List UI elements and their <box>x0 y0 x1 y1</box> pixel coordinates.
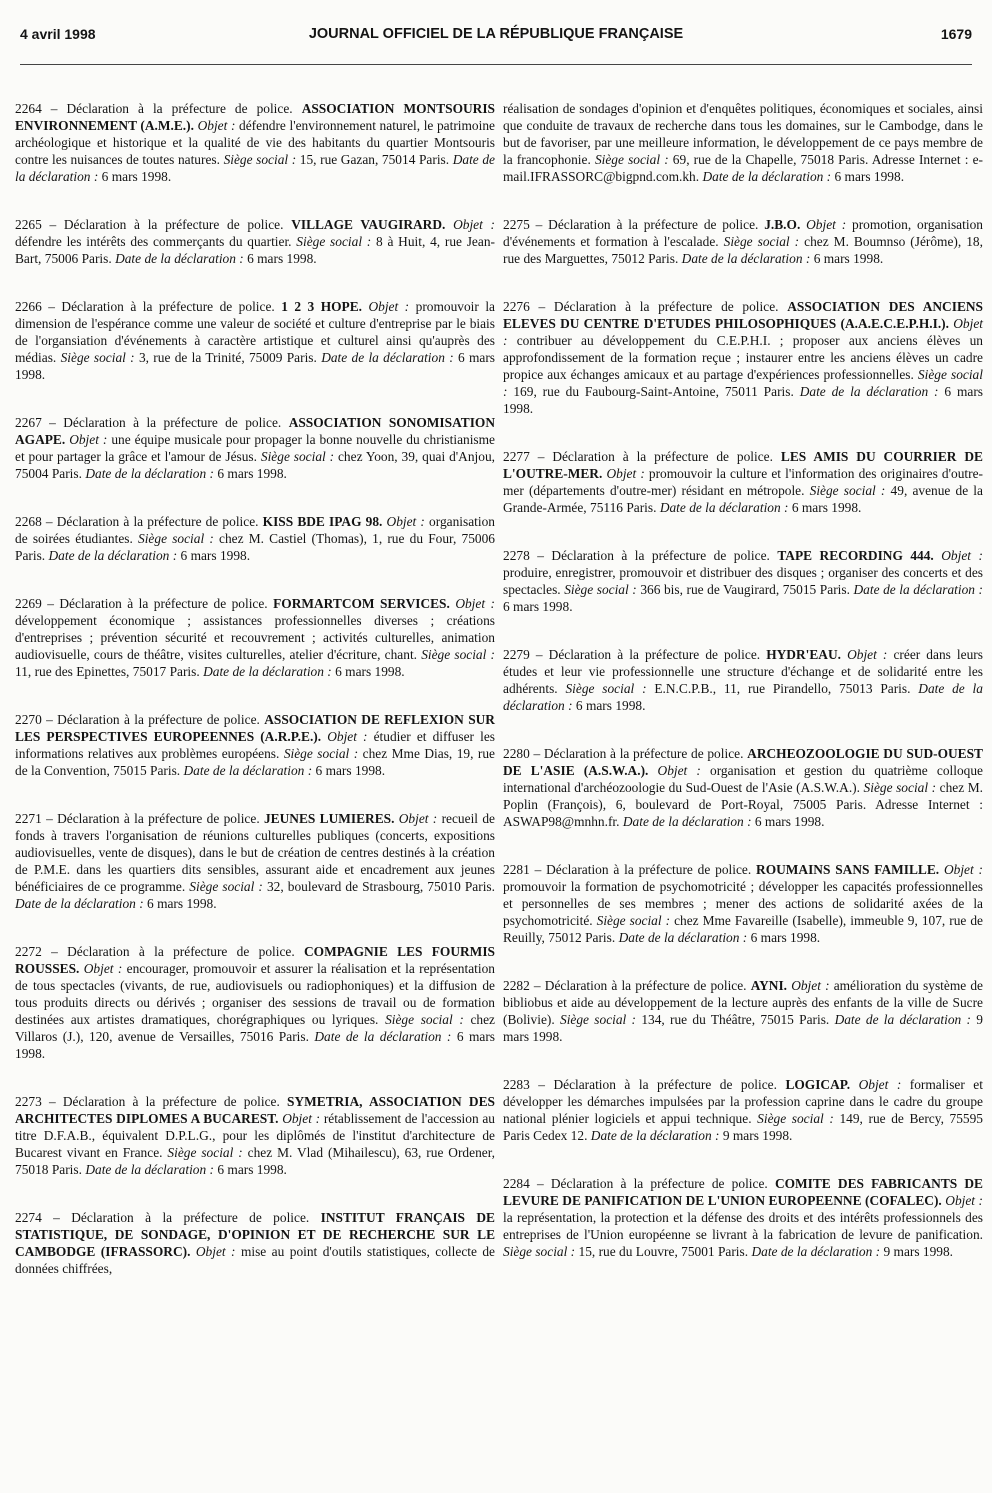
objet-label: Objet : <box>847 647 888 662</box>
declaration-entry <box>503 745 983 830</box>
entry-siege: 32, boulevard de Strasbourg, 75010 Paris. <box>266 879 495 894</box>
date-label: Date de la déclaration : <box>618 930 748 945</box>
siege-label: Siège social : <box>594 152 669 167</box>
declaration-entry <box>15 414 495 482</box>
siege-label: Siège social : <box>138 531 214 546</box>
date-label: Date de la déclaration : <box>85 466 214 481</box>
entry-name: TAPE RECORDING 444. <box>777 548 934 563</box>
entry-name: COMITE DES FABRICANTS DE LEVURE DE PANIFICATION DE L'UNION EUROPEENNE (COFALEC). <box>503 1176 983 1208</box>
siege-label: Siège social : <box>503 367 983 399</box>
entry-date: 6 mars 1998. <box>335 664 405 679</box>
entry-objet: mise au point d'outils statistiques, collecte de données chiffrées, <box>15 1244 495 1276</box>
declaration-entry <box>503 646 983 714</box>
objet-label: Objet : <box>386 514 425 529</box>
entry-objet: créer dans leurs études et leur vie professionnelle une structure d'échange et de solidarité entre les adhérents. <box>503 647 983 696</box>
declaration-entry <box>503 448 983 516</box>
entry-objet: recueil de fonds à travers l'organisation de réunions culturelles publiques (concerts, expositions audiovisuelles, vente de disques), dans le but de création de centres destinés à la création de P.M.E. dans les quartiers dits sensibles, assurant aide et encadrement aux jeunes bénéficiaires de ce programme. <box>15 811 495 894</box>
entry-siege: 149, rue de Bercy, 75595 Paris Cedex 12. <box>503 1111 984 1143</box>
date-label: Date de la déclaration : <box>799 384 939 399</box>
entry-siege: chez Villaros (J.), 120, avenue de Versailles, 75016 Paris. <box>15 1012 495 1044</box>
entry-name: 1 2 3 HOPE. <box>281 299 362 314</box>
entry-name: J.B.O. <box>764 217 801 232</box>
entry-objet: promouvoir la dimension de l'espérance comme une valeur de société et culture d'entreprise par le biais de l'organsiation d'événements à caractère artistique et culturel ainsi qu'auprès des médias. <box>15 299 495 365</box>
date-label: Date de la déclaration : <box>503 681 983 713</box>
entry-name: ASSOCIATION MONTSOURIS ENVIRONNEMENT (A.M.E.). <box>15 101 495 133</box>
declaration-entry <box>503 547 983 615</box>
right-column <box>503 100 983 1291</box>
declaration-entry <box>15 100 495 185</box>
date-label: Date de la déclaration : <box>590 1128 720 1143</box>
date-label: Date de la déclaration : <box>834 1012 971 1027</box>
entry-name: AYNI. <box>750 978 788 993</box>
declaration-entry <box>503 1175 983 1260</box>
objet-label: Objet : <box>398 811 438 826</box>
entry-lead: 2282 – Déclaration à la préfecture de police. <box>503 978 747 993</box>
entry-lead: 2281 – Déclaration à la préfecture de police. <box>503 862 752 877</box>
declaration-entry <box>15 1093 495 1178</box>
declaration-entry <box>503 1076 983 1144</box>
entry-lead: 2271 – Déclaration à la préfecture de police. <box>15 811 260 826</box>
entry-lead: 2273 – Déclaration à la préfecture de police. <box>15 1094 280 1109</box>
objet-label: Objet : <box>282 1111 321 1126</box>
entry-siege: chez Mme Favareille (Isabelle), immeuble 9, 107, rue de Reuilly, 75012 Paris. <box>503 913 983 945</box>
siege-label: Siège social : <box>421 647 495 662</box>
entry-name: ROUMAINS SANS FAMILLE. <box>756 862 940 877</box>
objet-label: Objet : <box>606 466 645 481</box>
siege-label: Siège social : <box>723 234 800 249</box>
entry-objet: promouvoir la formation de psychomotricité ; développer les capacités professionnelles et personnelles de ses membres ; mener des actions de solidarité axées de la psychomotricité. <box>503 879 983 928</box>
date-label: Date de la déclaration : <box>321 350 454 365</box>
entry-objet: organisation et gestion du quatrième colloque international d'archéozoologie du Sud-Ouest de l'Asie (A.S.W.A.). <box>503 763 983 795</box>
siege-label: Siège social : <box>167 1145 243 1160</box>
page-header <box>20 26 972 50</box>
entry-lead: 2266 – Déclaration à la préfecture de police. <box>15 299 275 314</box>
entry-objet: une équipe musicale pour propager la bonne nouvelle du christianisme et pour partager la grâce et l'amour de Jésus. <box>15 432 495 464</box>
entry-date: 6 mars 1998. <box>217 1162 287 1177</box>
entry-date: 6 mars 1998. <box>503 384 983 416</box>
entry-date: 6 mars 1998. <box>247 251 317 266</box>
declaration-entry <box>15 943 495 1062</box>
objet-label: Objet : <box>941 548 983 563</box>
entry-siege: 169, rue du Faubourg-Saint-Antoine, 75011 Paris. <box>513 384 794 399</box>
entry-objet: promotion, organisation d'événements et formation à l'escalade. <box>503 217 983 249</box>
siege-label: Siège social : <box>564 582 637 597</box>
entry-objet: encourager, promouvoir et assurer la réalisation et la représentation de tous spectacles (vivants, de rue, audiovisuels ou radiophoniques) et la diffusion de tous produits directs ou dérivés ; organiser des sessions de travail ou de formation destinées aux artistes dramatiques, chorégraphiques ou lyriques. <box>15 961 495 1027</box>
declaration-entry <box>503 977 983 1045</box>
entry-date: 9 mars 1998. <box>883 1244 954 1259</box>
declaration-entry <box>15 298 495 383</box>
entry-siege: 3, rue de la Trinité, 75009 Paris. <box>138 350 317 365</box>
siege-label: Siège social : <box>189 879 263 894</box>
entry-date: 6 mars 1998. <box>750 930 821 945</box>
entry-siege: chez M. Boumnso (Jérôme), 18, rue des Marguettes, 75012 Paris. <box>503 234 983 266</box>
entry-name: FORMARTCOM SERVICES. <box>273 596 450 611</box>
objet-label: Objet : <box>69 432 108 447</box>
entry-date: 6 mars 1998. <box>101 169 172 184</box>
entry-name: LES AMIS DU COURRIER DE L'OUTRE-MER. <box>503 449 983 481</box>
entry-siege: chez M. Poplin (François), 6, boulevard de Port-Royal, 75005 Paris. Adresse Internet : ASWAP98@mnhn.fr. <box>503 780 983 829</box>
siege-label: Siège social : <box>863 780 937 795</box>
entry-objet: produire, enregistrer, promouvoir et distribuer des disques ; organiser des concerts et des spectacles. <box>503 565 983 597</box>
siege-label: Siège social : <box>283 746 359 761</box>
entry-name: COMPAGNIE LES FOURMIS ROUSSES. <box>15 944 495 976</box>
entry-lead: 2272 – Déclaration à la préfecture de police. <box>15 944 295 959</box>
entry-date: 6 mars 1998. <box>813 251 884 266</box>
date-label: Date de la déclaration : <box>702 169 832 184</box>
date-label: Date de la déclaration : <box>183 763 313 778</box>
declaration-entry <box>503 216 983 267</box>
entry-lead: 2265 – Déclaration à la préfecture de police. <box>15 217 284 232</box>
entry-objet: défendre les intérêts des commerçants du quartier. <box>15 234 292 249</box>
entry-date: 9 mars 1998. <box>503 1012 983 1044</box>
entry-date: 6 mars 1998. <box>180 548 251 563</box>
objet-label: Objet : <box>657 763 701 778</box>
entry-lead: 2277 – Déclaration à la préfecture de police. <box>503 449 773 464</box>
date-label: Date de la déclaration : <box>115 251 244 266</box>
entry-name: KISS BDE IPAG 98. <box>262 514 383 529</box>
entry-siege: 11, rue des Epinettes, 75017 Paris. <box>15 664 200 679</box>
entry-name: ASSOCIATION DES ANCIENS ELEVES DU CENTRE D'ETUDES PHILOSOPHIQUES (A.A.E.C.E.P.H.I.). <box>503 299 983 331</box>
entry-lead: 2274 – Déclaration à la préfecture de police. <box>15 1210 310 1225</box>
entry-siege: 15, rue Gazan, 75014 Paris. <box>299 152 450 167</box>
objet-label: Objet : <box>453 217 495 232</box>
entry-lead: 2283 – Déclaration à la préfecture de police. <box>503 1077 777 1092</box>
siege-label: Siège social : <box>565 681 647 696</box>
siege-label: Siège social : <box>60 350 135 365</box>
entry-siege: 8 à Huit, 4, rue Jean-Bart, 75006 Paris. <box>15 234 495 266</box>
entry-date: 6 mars 1998. <box>315 763 386 778</box>
declaration-entry <box>15 216 495 267</box>
left-column <box>15 100 495 1308</box>
objet-label: Objet : <box>195 1244 236 1259</box>
entry-siege: 366 bis, rue de Vaugirard, 75015 Paris. <box>640 582 850 597</box>
entry-lead: 2268 – Déclaration à la préfecture de police. <box>15 514 259 529</box>
entry-name: ARCHEOZOOLOGIE DU SUD-OUEST DE L'ASIE (A.S.W.A.). <box>503 746 983 778</box>
entry-name: LOGICAP. <box>785 1077 851 1092</box>
entry-name: ASSOCIATION SONOMISATION AGAPE. <box>15 415 495 447</box>
siege-label: Siège social : <box>596 913 671 928</box>
siege-label: Siège social : <box>223 152 297 167</box>
objet-label: Objet : <box>197 118 236 133</box>
entry-objet: amélioration du système de bibliobus et aide au développement de la lecture auprès des enfants de la ville de Sucre (Bolivie). <box>503 978 983 1027</box>
entry-lead: 2275 – Déclaration à la préfecture de police. <box>503 217 759 232</box>
entry-siege: 49, avenue de la Grande-Armée, 75116 Paris. <box>503 483 983 515</box>
entry-name: ASSOCIATION DE REFLEXION SUR LES PERSPECTIVES EUROPEENNES (A.R.P.E.). <box>15 712 495 744</box>
declaration-entry <box>15 513 495 564</box>
declaration-entry <box>15 810 495 912</box>
date-label: Date de la déclaration : <box>314 1029 452 1044</box>
entry-siege: chez Yoon, 39, quai d'Anjou, 75004 Paris. <box>15 449 496 481</box>
date-label: Date de la déclaration : <box>622 814 752 829</box>
entry-siege: chez Mme Dias, 19, rue de la Convention, 75015 Paris. <box>15 746 495 778</box>
entry-lead: 2279 – Déclaration à la préfecture de police. <box>503 647 761 662</box>
date-label: Date de la déclaration : <box>85 1162 214 1177</box>
date-label: Date de la déclaration : <box>203 664 332 679</box>
siege-label: Siège social : <box>503 1244 576 1259</box>
objet-label: Objet : <box>368 299 410 314</box>
entry-lead: 2269 – Déclaration à la préfecture de police. <box>15 596 268 611</box>
objet-label: Objet : <box>791 978 830 993</box>
declaration-entry <box>503 298 983 417</box>
objet-label: Objet : <box>327 729 368 744</box>
entry-date: 6 mars 1998. <box>791 500 862 515</box>
entry-siege: E.N.C.P.B., 11, rue Pirandello, 75013 Paris. <box>654 681 911 696</box>
objet-label: Objet : <box>943 862 983 877</box>
entry-objet: développement économique ; assistances professionnelles diverses ; créations d'entreprises ; prévention sécurité et recouvrement ; activités culturelles, animation audiovisuelle, cours de théâtre, visites culturelles, atelier d'écriture, chant. <box>15 613 495 662</box>
declaration-entry <box>15 595 495 680</box>
entry-lead: 2276 – Déclaration à la préfecture de police. <box>503 299 779 314</box>
entry-siege: chez M. Vlad (Mihailescu), 63, rue Ordener, 75018 Paris. <box>15 1145 495 1177</box>
date-label: Date de la déclaration : <box>751 1244 881 1259</box>
objet-label: Objet : <box>806 217 847 232</box>
siege-label: Siège social : <box>560 1012 637 1027</box>
entry-objet: rétablissement de l'accession au titre D.F.A.B., équivalent D.P.L.G., pour les diplômés de l'institut d'architecture de Bucarest vivant en France. <box>15 1111 495 1160</box>
entry-date: 9 mars 1998. <box>722 1128 793 1143</box>
entry-name: HYDR'EAU. <box>766 647 841 662</box>
entry-siege: 134, rue du Théâtre, 75015 Paris. <box>641 1012 830 1027</box>
entry-siege: 69, rue de la Chapelle, 75018 Paris. Adresse Internet : e-mail.IFRASSORC@bigpnd.com.kh. <box>503 152 983 184</box>
declaration-entry <box>15 711 495 779</box>
objet-label: Objet : <box>503 316 983 348</box>
siege-label: Siège social : <box>757 1111 834 1126</box>
objet-label: Objet : <box>858 1077 902 1092</box>
entry-objet: étudier et diffuser les informations relatives aux problèmes européens. <box>15 729 495 761</box>
date-label: Date de la déclaration : <box>15 152 495 184</box>
entry-objet: la représentation, la protection et la défense des droits et des intérêts professionnels des entreprises de l'Union européenne se livrant à la fabrication de levure de panification. <box>503 1210 983 1242</box>
entry-objet: défendre l'environnement naturel, le patrimoine archéologique et historique et la qualité de vie des habitants du quartier Montsouris contre les nuisances de toutes natures. <box>15 118 495 167</box>
entry-objet: organisation de soirées étudiantes. <box>15 514 495 546</box>
entry-name: INSTITUT FRANÇAIS DE STATISTIQUE, DE SONDAGE, D'OPINION ET DE RECHERCHE SUR LE CAMBODGE (IFRASSORC). <box>15 1210 495 1259</box>
objet-label: Objet : <box>83 961 123 976</box>
entry-date: 6 mars 1998. <box>15 350 496 382</box>
entry-name: VILLAGE VAUGIRARD. <box>291 217 446 232</box>
entry-date: 6 mars 1998. <box>834 169 905 184</box>
entry-date: 6 mars 1998. <box>754 814 825 829</box>
entry-date: 6 mars 1998. <box>15 1029 495 1061</box>
entry-lead: 2270 – Déclaration à la préfecture de police. <box>15 712 260 727</box>
entry-objet: formaliser et développer les démarches impulsées par la profession caprine dans le cadre du groupe national plénier logiciels et appui technique. <box>503 1077 983 1126</box>
entry-date: 6 mars 1998. <box>217 466 287 481</box>
header-rule <box>20 64 972 65</box>
entry-lead: 2278 – Déclaration à la préfecture de police. <box>503 548 770 563</box>
date-label: Date de la déclaration : <box>853 582 984 597</box>
date-label: Date de la déclaration : <box>681 251 811 266</box>
entry-objet: contribuer au développement du C.E.P.H.I. ; proposer aux anciens élèves un approfondissement de la formation reçue ; instaurer entre les anciens élèves un cadre propice aux échanges amicaux et au partage d'expériences professionnelles. <box>503 333 983 382</box>
entry-name: JEUNES LUMIERES. <box>263 811 395 826</box>
entry-lead: 2264 – Déclaration à la préfecture de police. <box>15 101 293 116</box>
objet-label: Objet : <box>455 596 495 611</box>
declaration-entry <box>15 1209 495 1277</box>
page-number: 1679 <box>940 26 972 42</box>
declaration-entry <box>503 861 983 946</box>
entry-lead: 2284 – Déclaration à la préfecture de police. <box>503 1176 768 1191</box>
journal-title: JOURNAL OFFICIEL DE LA RÉPUBLIQUE FRANÇAISE <box>308 26 684 42</box>
issue-date: 4 avril 1998 <box>20 26 96 42</box>
entry-objet: promouvoir la culture et l'information des originaires d'outre-mer (départements d'outre-mer) résidant en métropole. <box>503 466 983 498</box>
entry-lead: 2280 – Déclaration à la préfecture de police. <box>503 746 744 761</box>
declaration-entry <box>503 100 983 185</box>
entry-name: SYMETRIA, ASSOCIATION DES ARCHITECTES DIPLOMES A BUCAREST. <box>15 1094 495 1126</box>
entry-siege: 15, rue du Louvre, 75001 Paris. <box>578 1244 749 1259</box>
siege-label: Siège social : <box>296 234 372 249</box>
siege-label: Siège social : <box>809 483 886 498</box>
entry-lead: 2267 – Déclaration à la préfecture de police. <box>15 415 282 430</box>
entry-date: 6 mars 1998. <box>575 698 646 713</box>
date-label: Date de la déclaration : <box>659 500 789 515</box>
entry-siege: chez M. Castiel (Thomas), 1, rue du Four, 75006 Paris. <box>15 531 495 563</box>
entry-objet: réalisation de sondages d'opinion et d'enquêtes politiques, économiques et sociales, ainsi que conduite de travaux de recherche dans tous les domaines, sur le Cambodge, dans le but de favoriser, par une meilleure information, le développement de ce pays membre de la francophonie. <box>503 101 983 167</box>
objet-label: Objet : <box>945 1193 983 1208</box>
date-label: Date de la déclaration : <box>48 548 178 563</box>
siege-label: Siège social : <box>385 1012 464 1027</box>
entry-date: 6 mars 1998. <box>503 599 573 614</box>
siege-label: Siège social : <box>260 449 335 464</box>
entry-date: 6 mars 1998. <box>147 896 217 911</box>
date-label: Date de la déclaration : <box>15 896 144 911</box>
